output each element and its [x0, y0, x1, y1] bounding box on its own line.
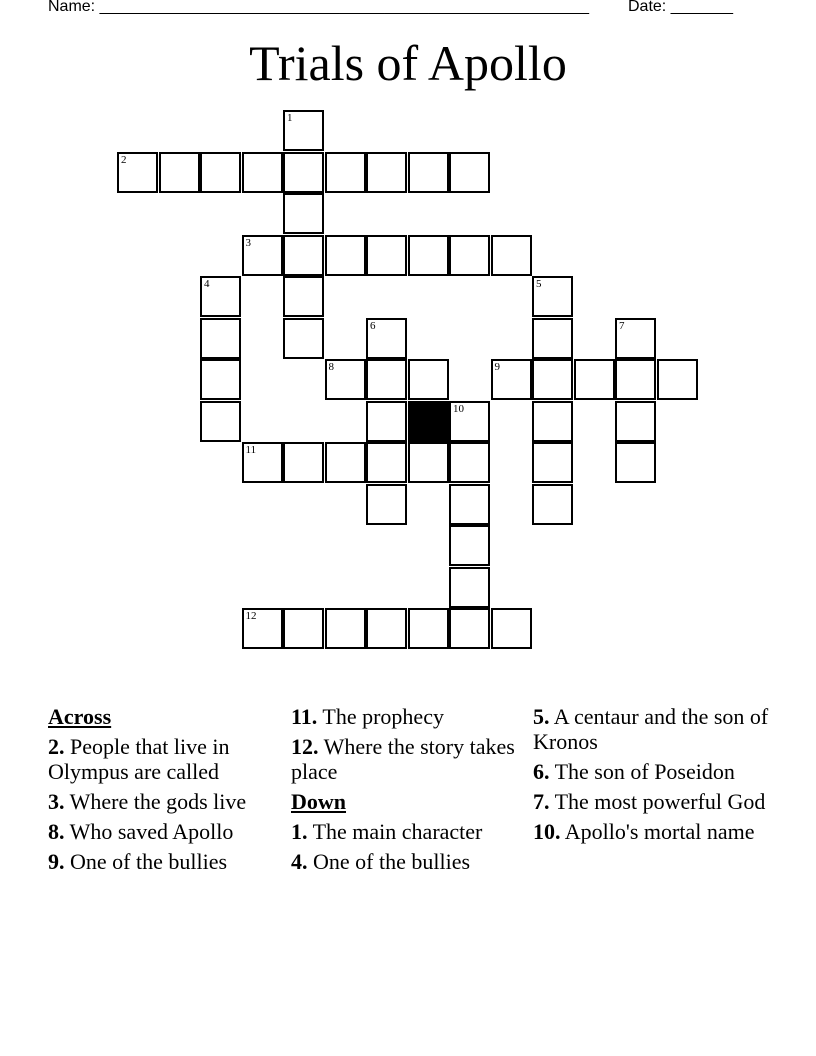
- clue-number: 2: [121, 153, 127, 166]
- crossword-cell[interactable]: [242, 608, 283, 649]
- crossword-cell[interactable]: [283, 110, 324, 151]
- crossword-cell[interactable]: [615, 318, 656, 359]
- crossword-cell[interactable]: [615, 401, 656, 442]
- crossword-cell[interactable]: [408, 152, 449, 193]
- crossword-cell[interactable]: [657, 359, 698, 400]
- clue-column-2: [291, 704, 531, 879]
- crossword-cell[interactable]: [574, 359, 615, 400]
- clue-text: The main character: [307, 819, 483, 844]
- crossword-cell[interactable]: [408, 442, 449, 483]
- clue-number: 9: [494, 361, 500, 373]
- clue-item: [533, 789, 773, 814]
- clue-text: One of the bullies: [64, 849, 228, 874]
- clue-number: 12.: [291, 734, 319, 759]
- clue-number: 12: [245, 610, 257, 622]
- crossword-cell[interactable]: [242, 152, 283, 193]
- crossword-cell[interactable]: [615, 359, 656, 400]
- clue-number: 8: [328, 361, 334, 373]
- clue-number: 1: [287, 112, 293, 124]
- blocked-cell: [408, 401, 449, 442]
- clue-text: The prophecy: [317, 704, 444, 729]
- crossword-cell[interactable]: [325, 608, 366, 649]
- clue-number: 5: [536, 278, 542, 290]
- clue-item: [291, 849, 531, 874]
- crossword-cell[interactable]: [491, 235, 532, 276]
- crossword-cell[interactable]: [200, 276, 241, 317]
- clue-item: [291, 819, 531, 844]
- name-field[interactable]: Name: _______________________________________________________: [48, 0, 589, 15]
- clue-text: The most powerful God: [549, 789, 766, 814]
- clue-item: [291, 704, 531, 729]
- crossword-cell[interactable]: [532, 442, 573, 483]
- page-title: Trials of Apollo: [249, 35, 567, 91]
- clue-item: [48, 789, 288, 814]
- clue-number: 11.: [291, 704, 318, 729]
- clue-column-1: [48, 704, 288, 879]
- clue-column-3: [533, 704, 773, 849]
- crossword-cell[interactable]: [325, 359, 366, 400]
- crossword-cell[interactable]: [366, 608, 407, 649]
- crossword-cell[interactable]: [408, 359, 449, 400]
- crossword-cell[interactable]: [449, 442, 490, 483]
- crossword-cell[interactable]: [200, 318, 241, 359]
- clue-number: 4.: [291, 849, 308, 874]
- crossword-cell[interactable]: [366, 401, 407, 442]
- crossword-cell[interactable]: [200, 152, 241, 193]
- crossword-cell[interactable]: [615, 442, 656, 483]
- clue-number: 8.: [48, 819, 65, 844]
- crossword-cell[interactable]: [283, 152, 324, 193]
- clue-text: Where the gods live: [64, 789, 247, 814]
- clue-section-heading: Across: [48, 704, 112, 729]
- crossword-cell[interactable]: [366, 359, 407, 400]
- clue-text: Where the story takes place: [291, 734, 515, 784]
- crossword-cell[interactable]: [159, 152, 200, 193]
- crossword-cell[interactable]: [449, 401, 490, 442]
- clue-text: Apollo's mortal name: [560, 819, 755, 844]
- crossword-cell[interactable]: [117, 152, 158, 193]
- clue-number: 7.: [533, 789, 550, 814]
- crossword-cell[interactable]: [283, 193, 324, 234]
- crossword-cell[interactable]: [200, 359, 241, 400]
- crossword-cell[interactable]: [366, 318, 407, 359]
- crossword-cell[interactable]: [283, 235, 324, 276]
- clue-number: 6: [370, 319, 376, 332]
- crossword-cell[interactable]: [283, 318, 324, 359]
- clue-item: [48, 734, 288, 784]
- crossword-cell[interactable]: [449, 608, 490, 649]
- clue-item: [291, 734, 531, 784]
- clue-item: [533, 759, 773, 784]
- crossword-cell[interactable]: [532, 318, 573, 359]
- crossword-cell[interactable]: [449, 567, 490, 608]
- crossword-cell[interactable]: [449, 525, 490, 566]
- clue-number: 5.: [533, 704, 550, 729]
- crossword-cell[interactable]: [366, 152, 407, 193]
- crossword-cell[interactable]: [491, 608, 532, 649]
- clue-number: 4: [204, 278, 210, 290]
- crossword-cell[interactable]: [408, 608, 449, 649]
- crossword-cell[interactable]: [532, 401, 573, 442]
- clue-text: The son of Poseidon: [549, 759, 735, 784]
- clue-number: 7: [619, 319, 625, 332]
- clue-number: 10.: [533, 819, 561, 844]
- clue-number: 9.: [48, 849, 65, 874]
- crossword-cell[interactable]: [532, 359, 573, 400]
- crossword-cell[interactable]: [366, 442, 407, 483]
- crossword-cell[interactable]: [532, 484, 573, 525]
- clue-number: 10: [453, 402, 464, 415]
- clue-item: [533, 704, 773, 754]
- crossword-cell[interactable]: [325, 152, 366, 193]
- clue-item: [533, 819, 773, 844]
- crossword-cell[interactable]: [283, 442, 324, 483]
- clue-number: 1.: [291, 819, 308, 844]
- date-field[interactable]: Date: _______: [628, 0, 733, 15]
- crossword-cell[interactable]: [242, 442, 283, 483]
- clue-text: One of the bullies: [307, 849, 471, 874]
- crossword-cell[interactable]: [242, 235, 283, 276]
- crossword-cell[interactable]: [449, 235, 490, 276]
- crossword-cell[interactable]: [325, 442, 366, 483]
- clue-item: [48, 819, 288, 844]
- clue-text: People that live in Olympus are called: [48, 734, 230, 784]
- crossword-cell[interactable]: [449, 484, 490, 525]
- crossword-cell[interactable]: [283, 276, 324, 317]
- crossword-cell[interactable]: [449, 152, 490, 193]
- clue-number: 11: [245, 444, 257, 456]
- crossword-cell[interactable]: [532, 276, 573, 317]
- clue-text: Who saved Apollo: [64, 819, 234, 844]
- crossword-cell[interactable]: [325, 235, 366, 276]
- clue-number: 3.: [48, 789, 65, 814]
- clue-section-heading: Down: [291, 789, 347, 814]
- crossword-cell[interactable]: [366, 235, 407, 276]
- crossword-cell[interactable]: [283, 608, 324, 649]
- clue-number: 2.: [48, 734, 65, 759]
- clue-number: 3: [245, 236, 251, 249]
- crossword-cell[interactable]: [408, 235, 449, 276]
- crossword-cell[interactable]: [491, 359, 532, 400]
- crossword-cell[interactable]: [200, 401, 241, 442]
- clue-text: A centaur and the son of Kronos: [533, 704, 769, 754]
- crossword-cell[interactable]: [366, 484, 407, 525]
- clue-number: 6.: [533, 759, 550, 784]
- clue-item: [48, 849, 288, 874]
